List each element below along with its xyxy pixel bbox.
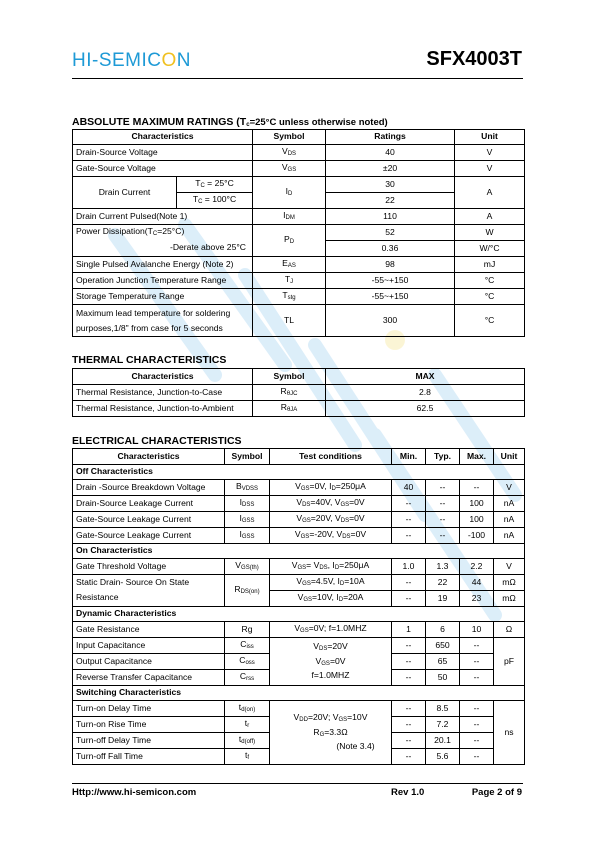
table-row: Drain Current TC = 25°C ID 30 A [73,177,525,193]
table-row: Turn-on Rise Time tr -- 7.2 -- [73,717,525,733]
part-number: SFX4003T [426,48,522,70]
elec-table [72,448,525,765]
table-row: Static Drain- Source On State RDS(on) VGS=4.5V, ID=10A -- 22 44 mΩ [73,575,525,591]
amr-header-symbol: Symbol [253,130,326,145]
table-row: Power Dissipation(TC=25°C) PD 52 W [73,225,525,241]
table-row: Thermal Resistance, Junction-to-Case RθJC 2.8 [73,385,525,401]
elec-title: ELECTRICAL CHARACTERISTICS [72,435,242,447]
group-off: Off Characteristics [73,465,525,480]
elec-header-unit: Unit [494,449,525,465]
elec-header-symbol: Symbol [225,449,270,465]
table-row: Drain-Source Voltage VDS 40 V [73,145,525,161]
amr-table [72,129,525,337]
elec-header-char: Characteristics [73,449,225,465]
table-row: Storage Temperature Range Tstg -55~+150 °C [73,289,525,305]
table-row: Gate Threshold Voltage VGS(th) VGS= VDS, ID=250μA 1.0 1.3 2.2 V [73,559,525,575]
header-rule [72,78,523,79]
company-logo: HI-SEMICON [72,50,192,71]
amr-header-char: Characteristics [73,130,253,145]
table-row: Drain -Source Breakdown Voltage BVDSS VGS=0V, ID=250μA 40 -- -- V [73,480,525,496]
table-row: Gate-Source Leakage Current IGSS VGS=-20V, VDS=0V -- -- -100 nA [73,528,525,544]
table-row: Turn-off Delay Time td(off) -- 20.1 -- [73,733,525,749]
elec-header-max: Max. [460,449,494,465]
group-dyn: Dynamic Characteristics [73,607,525,622]
table-row: Resistance VGS=10V, ID=20A -- 19 23 mΩ [73,591,525,607]
thermal-header-max: MAX [326,369,525,385]
amr-header-ratings: Ratings [326,130,455,145]
table-row: Input Capacitance Ciss VDS=20V VGS=0V f=1.0MHZ -- 650 -- pF [73,638,525,654]
table-row: -Derate above 25°C 0.36 W/°C [73,241,525,257]
elec-header-typ: Typ. [426,449,460,465]
footer-rule [72,783,523,784]
thermal-title: THERMAL CHARACTERISTICS [72,354,227,366]
group-sw: Switching Characteristics [73,686,525,701]
table-row: Gate Resistance Rg VGS=0V; f=1.0MHZ 1 6 10 Ω [73,622,525,638]
table-row: Thermal Resistance, Junction-to-Ambient RθJA 62.5 [73,401,525,417]
footer-page-number: Page 2 of 9 [471,787,522,798]
amr-header-unit: Unit [455,130,525,145]
table-row: Drain Current Pulsed(Note 1) IDM 110 A [73,209,525,225]
amr-title: ABSOLUTE MAXIMUM RATINGS (Tc=25°C unless otherwise noted) [72,116,388,128]
table-row: Gate-Source Leakage Current IGSS VGS=20V, VDS=0V -- -- 100 nA [73,512,525,528]
table-row: Drain-Source Leakage Current IDSS VDS=40V, VGS=0V -- -- 100 nA [73,496,525,512]
footer-url[interactable]: Http://www.hi-semicon.com [72,787,197,798]
table-row: Gate-Source Voltage VGS ±20 V [73,161,525,177]
table-row: Operation Junction Temperature Range TJ -55~+150 °C [73,273,525,289]
table-row: Turn-off Fall Time tf -- 5.6 -- [73,749,525,765]
table-row: TC = 100°C 22 [73,193,525,209]
table-row: Turn-on Delay Time td(on) VDD=20V; VGS=10V RG=3.3Ω (Note 3.4) -- 8.5 -- ns [73,701,525,717]
thermal-table [72,368,525,417]
elec-header-min: Min. [392,449,426,465]
table-row: Single Pulsed Avalanche Energy (Note 2) EAS 98 mJ [73,257,525,273]
table-row: Reverse Transfer Capacitance Crss -- 50 -- [73,670,525,686]
footer-revision: Rev 1.0 [391,787,425,798]
group-on: On Characteristics [73,544,525,559]
elec-header-cond: Test conditions [270,449,392,465]
thermal-header-symbol: Symbol [253,369,326,385]
table-row: Output Capacitance Coss -- 65 -- [73,654,525,670]
thermal-header-char: Characteristics [73,369,253,385]
table-row: Maximum lead temperature for soldering purposes,1/8" from case for 5 seconds TL 300 °C [73,305,525,337]
